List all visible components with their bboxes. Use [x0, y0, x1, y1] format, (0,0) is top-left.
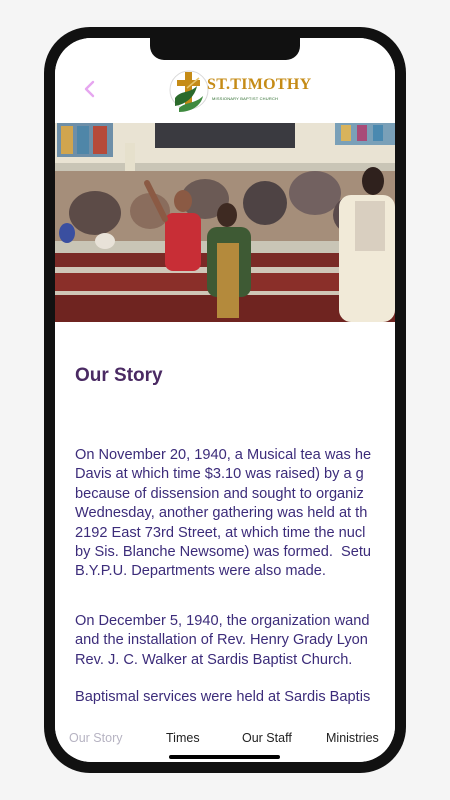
- back-button[interactable]: [83, 80, 103, 102]
- church-logo: [167, 64, 312, 116]
- story-paragraph: [75, 688, 395, 707]
- logo-subtitle: MISSIONARY BAPTIST CHURCH: [212, 96, 279, 101]
- chevron-left-icon: [83, 80, 97, 98]
- cross-emblem-icon: [167, 64, 211, 116]
- paragraph-line: 2192 East 73rd Street, at which time the nucl: [75, 524, 366, 541]
- paragraph-line: by Sis. Blanche Newsome) was formed. Setu: [75, 544, 372, 561]
- paragraph-line: Wednesday, another gathering was held at th: [75, 505, 368, 522]
- paragraph-line: On November 20, 1940, a Musical tea was he: [75, 447, 372, 463]
- page-title: Our Story: [75, 365, 163, 386]
- device-notch: [150, 38, 300, 60]
- paragraph-line: On December 5, 1940, the organization wand: [75, 613, 370, 629]
- tab-our-story[interactable]: Our Story: [69, 731, 123, 745]
- story-content: [55, 322, 395, 707]
- story-paragraph: [75, 446, 395, 582]
- paragraph-line: B.Y.P.U. Departments were also made.: [75, 563, 326, 580]
- home-indicator: [169, 755, 280, 759]
- tab-our-staff[interactable]: Our Staff: [242, 731, 292, 745]
- paragraph-line: Davis at which time $3.10 was raised) by a g: [75, 466, 364, 483]
- phone-frame: [44, 27, 406, 773]
- story-paragraph: [75, 612, 395, 670]
- paragraph-line: Baptismal services were held at Sardis Baptis: [75, 689, 371, 705]
- tab-times[interactable]: Times: [166, 731, 200, 745]
- logo-wordmark: ST.TIMOTHY: [207, 76, 312, 93]
- bottom-tab-bar: [55, 707, 395, 762]
- paragraph-line: and the installation of Rev. Henry Grady Lyon: [75, 632, 368, 649]
- hero-image: [55, 123, 395, 322]
- app-screen: [55, 38, 395, 762]
- congregation-photo: [55, 123, 395, 322]
- tab-ministries[interactable]: Ministries: [326, 731, 379, 745]
- paragraph-line: Rev. J. C. Walker at Sardis Baptist Church.: [75, 651, 353, 668]
- paragraph-line: because of dissension and sought to organiz: [75, 485, 364, 502]
